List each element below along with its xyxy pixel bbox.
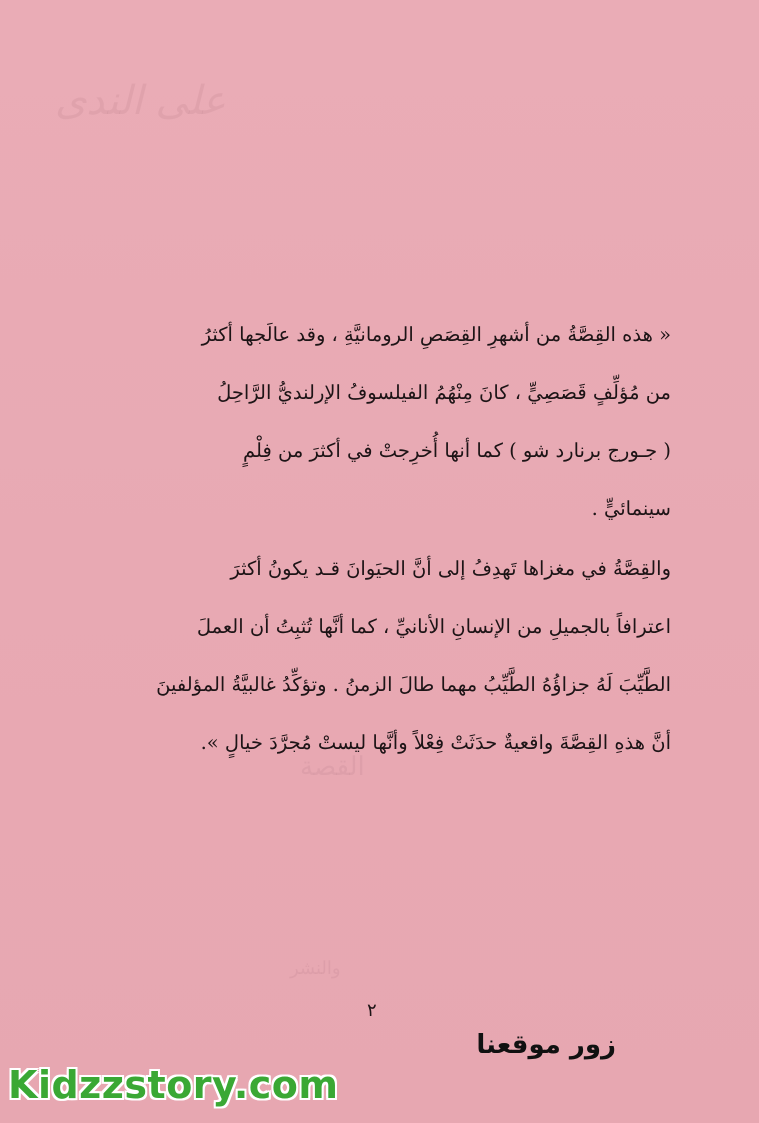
paragraph-line: والقِصَّةُ في مغزاها تَهدِفُ إلى أنَّ الحيَوانَ قـد يكونُ أكثرَ [230,557,671,580]
paragraph-line: اعترافاً بالجميلِ من الإنسانِ الأنانيِّ ، كما أنَّها تُثبِتُ أن العملَ [196,615,671,638]
paragraph-line: أنَّ هذهِ القِصَّةَ واقعيةٌ حدَثَتْ فِعْلاً وأنَّها ليستْ مُجرَّدَ خيالٍ ». [200,731,671,754]
watermark-site-logo[interactable]: Kidzzstory.com [8,1063,339,1107]
bleed-through-text-middle: ﺍﻟﻘﺼﺔ [300,752,365,782]
intro-paragraph [202,306,671,538]
page-number: ٢ [367,1000,377,1021]
watermark-arabic-text: زور موقعنا [476,1030,616,1060]
paragraph-line: الطَّيِّبَ لَهُ جزاؤُهُ الطَّيِّبُ مهما طالَ الزمنُ . وتؤكِّدُ غالبيَّةُ المؤلفينَ [156,673,671,696]
paragraph-line: من مُؤلِّفٍ قَصَصِيٍّ ، كانَ مِنْهُمُ الفيلسوفُ الإرلنديُّ الرَّاحِلُ [217,381,671,404]
moral-paragraph [156,540,671,772]
paragraph-line: « هذه القِصَّةُ من أشهرِ القِصَصِ الرومانيَّةِ ، وقد عالَجها أكثرُ [201,323,671,346]
paragraph-line: ( جـورج برنارد شو ) كما أنها أُخرِجتْ في أكثرَ من فِلْمٍ [243,439,671,462]
bleed-through-text-bottom: ﻭﺍﻟﻨﺸﺮ [290,958,341,979]
paragraph-line: سينمائيٍّ . [591,497,671,520]
bleed-through-text-top: ﻋﻠﻰ ﺍﻟﻨﺪﻯ [55,78,226,124]
